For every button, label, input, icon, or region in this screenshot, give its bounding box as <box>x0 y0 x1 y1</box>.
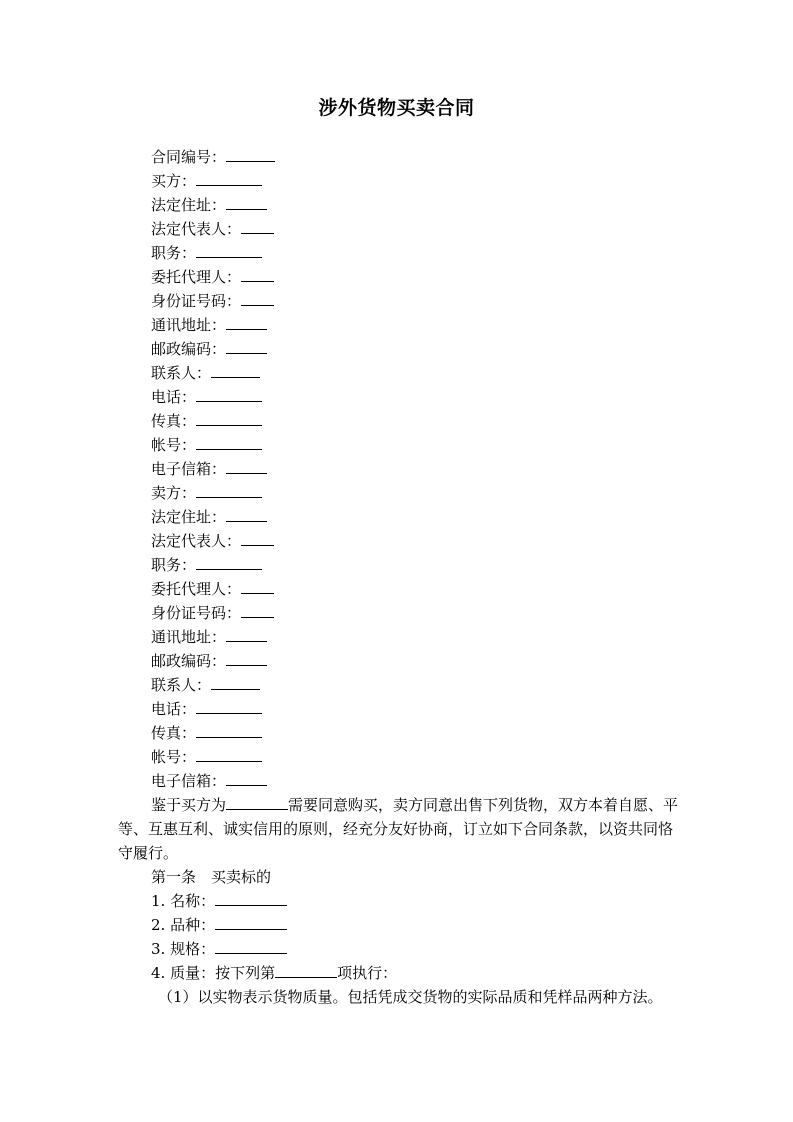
field-blank <box>196 433 262 450</box>
document-title: 涉外货物买卖合同 <box>318 97 475 119</box>
field-blank <box>226 649 267 666</box>
article-1-item-quality <box>151 961 397 985</box>
field-row <box>151 457 275 481</box>
field-blank <box>241 265 274 282</box>
preamble-text-2: 需要同意购买，卖方同意出售下列货物，双方本着自愿、平等、互惠互利、诚实信用的原则，经充分友好协商，订立如下合同条款，以资共同恪守履行。 <box>118 796 679 862</box>
field-label: 法定住址： <box>151 196 227 214</box>
quality-blank <box>275 961 337 978</box>
field-row <box>151 337 275 361</box>
field-blank <box>226 193 267 210</box>
field-row <box>151 241 275 265</box>
field-label: 法定代表人： <box>151 532 242 550</box>
field-blank <box>211 673 260 690</box>
field-blank <box>196 745 262 762</box>
field-label: 委托代理人： <box>151 268 242 286</box>
field-label: 通讯地址： <box>151 316 227 334</box>
field-label: 法定代表人： <box>151 220 242 238</box>
preamble-blank <box>226 793 288 810</box>
field-row <box>151 673 275 697</box>
item-blank <box>215 889 287 906</box>
field-blank <box>226 625 267 642</box>
field-row <box>151 601 275 625</box>
field-label: 电话： <box>151 388 197 406</box>
field-label: 法定住址： <box>151 508 227 526</box>
field-label: 通讯地址： <box>151 628 227 646</box>
field-blank <box>196 721 262 738</box>
article-1-item-name <box>151 889 287 913</box>
field-blank <box>241 529 274 546</box>
field-row <box>151 649 275 673</box>
preamble-paragraph <box>118 793 680 865</box>
field-blank <box>226 505 267 522</box>
party-info-fields <box>151 145 275 793</box>
field-row <box>151 745 275 769</box>
field-label: 电子信箱： <box>151 460 227 478</box>
field-row <box>151 553 275 577</box>
field-label: 委托代理人： <box>151 580 242 598</box>
field-label: 卖方： <box>151 484 197 502</box>
field-row <box>151 217 275 241</box>
item-label: 3. 规格： <box>151 940 216 958</box>
field-blank <box>196 553 262 570</box>
field-label: 帐号： <box>151 436 197 454</box>
field-blank <box>241 601 274 618</box>
field-label: 合同编号： <box>151 148 227 166</box>
field-label: 职务： <box>151 244 197 262</box>
article-1-item-variety <box>151 913 287 937</box>
quality-option-1: （1）以实物表示货物质量。包括凭成交货物的实际品质和凭样品两种方法。 <box>158 988 663 1006</box>
field-label: 帐号： <box>151 748 197 766</box>
field-label: 身份证号码： <box>151 604 242 622</box>
field-label: 身份证号码： <box>151 292 242 310</box>
field-row <box>151 289 275 313</box>
field-label: 传真： <box>151 724 197 742</box>
field-label: 电子信箱： <box>151 772 227 790</box>
field-row <box>151 625 275 649</box>
article-1-item-spec <box>151 937 287 961</box>
field-blank <box>226 769 267 786</box>
field-row <box>151 313 275 337</box>
article-1-heading: 第一条 买卖标的 <box>151 868 272 886</box>
field-blank <box>226 313 267 330</box>
field-label: 邮政编码： <box>151 652 227 670</box>
field-label: 联系人： <box>151 676 212 694</box>
field-row <box>151 145 275 169</box>
field-row <box>151 505 275 529</box>
field-row <box>151 169 275 193</box>
field-blank <box>196 169 262 186</box>
field-blank <box>196 481 262 498</box>
field-row <box>151 409 275 433</box>
field-blank <box>241 577 274 594</box>
field-row <box>151 265 275 289</box>
field-row <box>151 433 275 457</box>
field-row <box>151 385 275 409</box>
field-blank <box>226 145 275 162</box>
field-label: 传真： <box>151 412 197 430</box>
preamble-text-1: 鉴于买方为 <box>151 796 227 814</box>
item-label: 1. 名称： <box>151 892 216 910</box>
field-label: 邮政编码： <box>151 340 227 358</box>
field-blank <box>196 241 262 258</box>
field-row <box>151 721 275 745</box>
field-blank <box>211 361 260 378</box>
field-blank <box>196 697 262 714</box>
field-row <box>151 361 275 385</box>
field-label: 电话： <box>151 700 197 718</box>
field-label: 买方： <box>151 172 197 190</box>
field-row <box>151 769 275 793</box>
field-row <box>151 577 275 601</box>
field-row <box>151 697 275 721</box>
field-label: 联系人： <box>151 364 212 382</box>
field-blank <box>196 409 262 426</box>
field-row <box>151 529 275 553</box>
field-row <box>151 481 275 505</box>
field-label: 职务： <box>151 556 197 574</box>
field-row <box>151 193 275 217</box>
quality-text-2: 项执行： <box>337 964 398 982</box>
field-blank <box>226 457 267 474</box>
item-blank <box>215 913 287 930</box>
item-blank <box>215 937 287 954</box>
field-blank <box>196 385 262 402</box>
field-blank <box>241 289 274 306</box>
field-blank <box>226 337 267 354</box>
field-blank <box>241 217 274 234</box>
item-label: 2. 品种： <box>151 916 216 934</box>
quality-text-1: 4. 质量：按下列第 <box>151 964 276 982</box>
